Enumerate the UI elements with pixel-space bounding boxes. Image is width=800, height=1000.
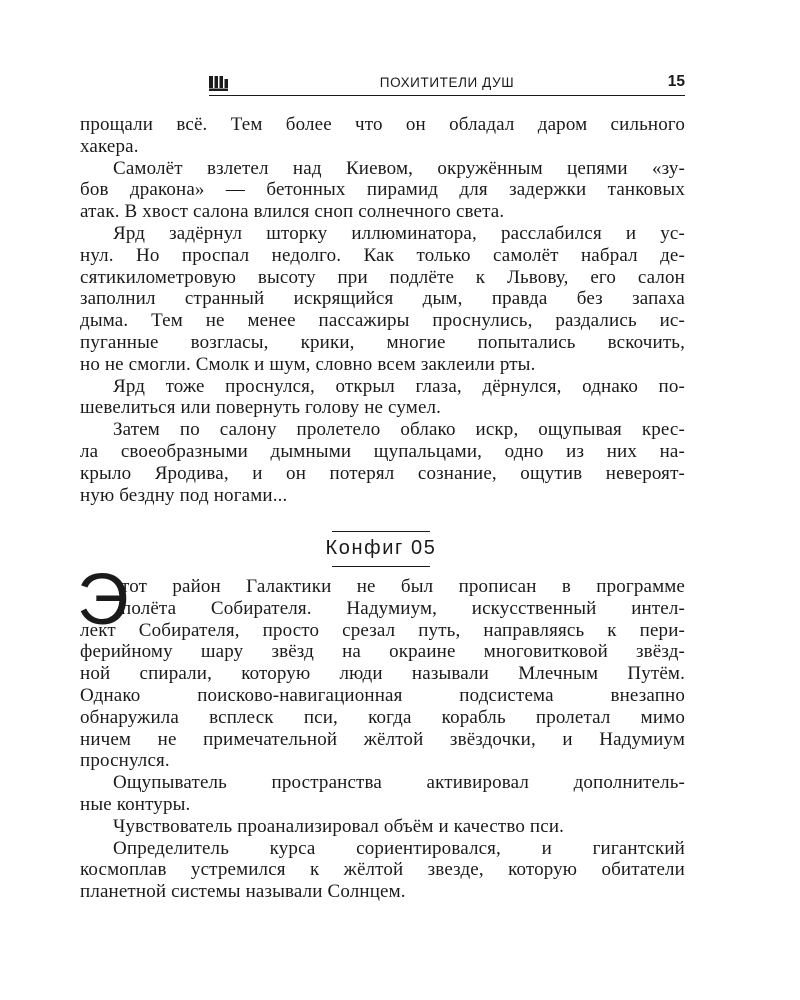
text-line: проснулся.: [80, 750, 170, 772]
text-line: Ощупыватель пространства активировал дополнитель-: [113, 772, 685, 794]
text-line: Однако поисково-навигационная подсистема внезапно: [80, 684, 685, 706]
text-line: ничем не примечательной жёлтой звёздочки, и Надумиум: [80, 728, 685, 750]
text-line: Ярд задёрнул шторку иллюминатора, расслабился и ус-: [113, 222, 685, 244]
text-line: Ярд тоже проснулся, открыл глаза, дёрнулся, однако по-: [113, 375, 685, 397]
text-line: планетной системы называли Солнцем.: [80, 881, 406, 903]
text-line: пуганные возгласы, крики, многие попытались вскочить,: [80, 331, 685, 353]
page-header: [209, 73, 685, 96]
text-line: полёта Собирателя. Надумиум, искусственный интел-: [121, 597, 685, 619]
text-line: ферийному шару звёзд на окраине многовитковой звёзд-: [80, 641, 685, 663]
drop-cap: Э: [77, 560, 129, 640]
text-line: Определитель курса сориентировался, и гигантский: [113, 837, 685, 859]
text-line: дыма. Тем не менее пассажиры проснулись, раздались ис-: [80, 310, 685, 332]
text-line: тот район Галактики не был прописан в программе: [121, 576, 685, 597]
text-line: шевелиться или повернуть голову не сумел.: [80, 397, 442, 419]
text-line: ной спирали, которую люди называли Млечным Путём.: [80, 663, 685, 685]
text-line: прощали всё. Тем более что он обладал даром сильного: [80, 114, 685, 135]
text-line: ную бездну под ногами...: [80, 484, 288, 506]
text-line: Затем по салону пролетело облако искр, ощупывая крес-: [113, 419, 685, 441]
running-title: ПОХИТИТЕЛИ ДУШ: [379, 75, 515, 90]
paragraph-block-2: [77, 560, 685, 903]
text-line: обнаружила всплеск пси, когда корабль пролетал мимо: [80, 706, 685, 728]
text-line: заполнил странный искрящийся дым, правда без запаха: [80, 288, 685, 310]
heading-rule-bottom: [332, 566, 430, 567]
text-line: но не смогли. Смолк и шум, словно всем заклеили рты.: [80, 353, 536, 375]
text-line: бов дракона» — бетонных пирамид для задержки танковых: [80, 179, 685, 201]
text-line: хакера.: [80, 135, 139, 157]
text-line: атак. В хвост салона влился сноп солнечного света.: [80, 201, 505, 223]
text-line: лект Собирателя, просто срезал путь, направляясь к пери-: [80, 619, 685, 641]
text-line: Чувствователь проанализировал объём и качество пси.: [113, 815, 565, 837]
text-line: космоплав устремился к жёлтой звезде, которую обитатели: [80, 859, 685, 881]
text-line: нул. Но проспал недолго. Как только самолёт набрал де-: [80, 244, 685, 266]
text-line: крыло Яродива, и он потерял сознание, ощутив невероят-: [80, 462, 685, 484]
heading-rule-top: [332, 531, 430, 532]
text-line: ные контуры.: [80, 793, 191, 815]
paragraph-block-1: [80, 114, 685, 506]
section-title: Конфиг 05: [325, 537, 437, 559]
text-line: Самолёт взлетел над Киевом, окружённым цепями «зу-: [113, 157, 685, 179]
page-number: 15: [667, 73, 685, 90]
text-line: сятикилометровую высоту при подлёте к Львову, его салон: [80, 266, 685, 288]
text-line: ла своеобразными дымными щупальцами, одно из них на-: [80, 440, 685, 462]
